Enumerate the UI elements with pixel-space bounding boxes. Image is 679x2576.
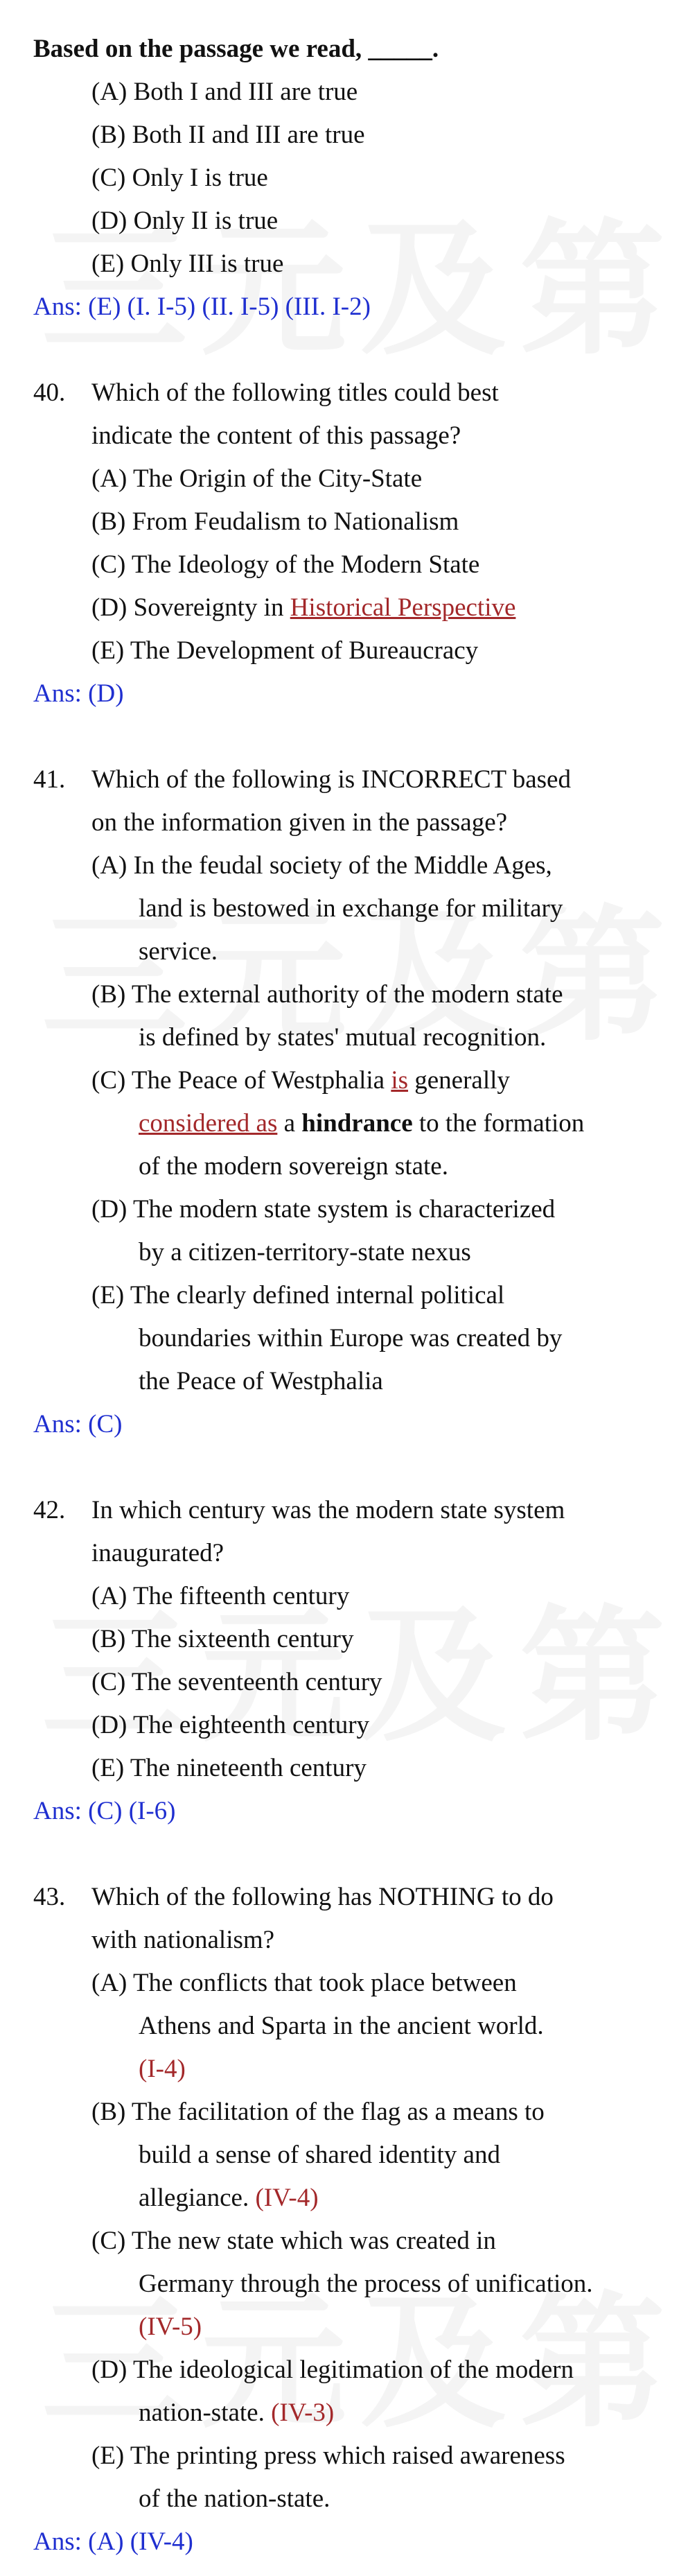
option-c: (C) The new state which was created in	[91, 2227, 496, 2255]
answer-line: Ans: (E) (I. I-5) (II. I-5) (III. I-2)	[33, 293, 371, 321]
option-text: nation-state.	[139, 2399, 272, 2427]
option-d	[33, 586, 657, 629]
option-a-cont: Athens and Sparta in the ancient world.	[139, 2012, 544, 2040]
question-42	[33, 1489, 657, 1833]
option-d: (D) The eighteenth century	[91, 1711, 370, 1739]
option-b-cont: is defined by states' mutual recognition.	[139, 1023, 547, 1052]
reference-tag: (I-4)	[139, 2055, 186, 2083]
question-number: 41.	[33, 765, 66, 794]
question-stem: Based on the passage we read, _____.	[33, 35, 439, 63]
option-e: (E) The printing press which raised awareness	[91, 2442, 565, 2470]
question-stem	[33, 1876, 657, 1919]
option-a-cont: land is bestowed in exchange for military	[139, 894, 563, 923]
option-e: (E) The Development of Bureaucracy	[91, 636, 479, 665]
reference-tag: (IV-4)	[255, 2184, 319, 2212]
option-c: (C) The Ideology of the Modern State	[91, 550, 480, 579]
option-e-cont: the Peace of Westphalia	[139, 1367, 383, 1395]
option-e: (E) The clearly defined internal political	[91, 1281, 505, 1309]
option-b: (B) From Feudalism to Nationalism	[91, 507, 459, 536]
option-text: (D) Sovereignty in	[91, 593, 290, 622]
highlighted-phrase: Historical Perspective	[290, 593, 516, 622]
option-a-cont: service.	[139, 937, 218, 966]
option-a: (A) In the feudal society of the Middle Ages,	[91, 851, 552, 880]
reference-tag: (IV-5)	[139, 2313, 202, 2341]
answer-line: Ans: (D)	[33, 679, 124, 708]
option-b-cont: build a sense of shared identity and	[139, 2141, 500, 2169]
option-d: (D) Only II is true	[91, 207, 279, 235]
answer-line: Ans: (C) (I-6)	[33, 1797, 176, 1825]
option-text: to the formation	[412, 1109, 585, 1138]
option-e-cont: boundaries within Europe was created by	[139, 1324, 563, 1352]
answer-line: Ans: (A) (IV-4)	[33, 2527, 193, 2556]
stem-text: Which of the following has NOTHING to do	[91, 1883, 554, 1911]
question-number: 43.	[33, 1883, 66, 1911]
option-e: (E) The nineteenth century	[91, 1754, 367, 1782]
option-text: a	[277, 1109, 302, 1138]
option-a: (A) Both I and III are true	[91, 78, 358, 106]
highlighted-word: is	[391, 1066, 408, 1095]
question-40	[33, 372, 657, 715]
option-b: (B) The sixteenth century	[91, 1625, 354, 1653]
option-a: (A) The fifteenth century	[91, 1582, 350, 1610]
bold-keyword: hindrance	[301, 1109, 413, 1138]
reference-tag: (IV-3)	[271, 2399, 335, 2427]
option-c-cont	[33, 1102, 657, 1145]
document-body	[33, 28, 657, 2564]
option-c: (C) The seventeenth century	[91, 1668, 382, 1696]
option-d-cont: by a citizen-territory-state nexus	[139, 1238, 471, 1267]
option-text: generally	[408, 1066, 510, 1095]
question-stem	[33, 1489, 657, 1532]
option-e: (E) Only III is true	[91, 250, 284, 278]
question-stem	[33, 372, 657, 415]
stem-text: with nationalism?	[91, 1926, 275, 1954]
option-c: (C) Only I is true	[91, 164, 268, 192]
question-43	[33, 1876, 657, 2564]
option-a: (A) The Origin of the City-State	[91, 464, 423, 493]
question-number: 40.	[33, 378, 66, 407]
option-e-cont: of the nation-state.	[139, 2484, 330, 2513]
option-text: (C) The Peace of Westphalia	[91, 1066, 391, 1095]
stem-text: In which century was the modern state system	[91, 1496, 565, 1524]
option-b: (B) Both II and III are true	[91, 121, 365, 149]
stem-text: on the information given in the passage?	[91, 808, 508, 837]
option-b-cont	[33, 2177, 657, 2220]
answer-line: Ans: (C)	[33, 1410, 123, 1438]
option-d: (D) The modern state system is characterized	[91, 1195, 556, 1224]
option-d-cont	[33, 2392, 657, 2435]
stem-text: Which of the following is INCORRECT based	[91, 765, 571, 794]
option-c-cont: of the modern sovereign state.	[139, 1152, 448, 1181]
option-c	[33, 1059, 657, 1102]
question-39	[33, 28, 657, 329]
stem-text: indicate the content of this passage?	[91, 421, 461, 450]
stem-text: inaugurated?	[91, 1539, 224, 1567]
option-c-cont: Germany through the process of unification.	[139, 2270, 593, 2298]
option-a: (A) The conflicts that took place between	[91, 1969, 517, 1997]
option-text: allegiance.	[139, 2184, 256, 2212]
option-b: (B) The external authority of the modern state	[91, 980, 563, 1009]
stem-text: Which of the following titles could best	[91, 378, 499, 407]
question-number: 42.	[33, 1496, 66, 1524]
option-b: (B) The facilitation of the flag as a means to	[91, 2098, 545, 2126]
highlighted-phrase: considered as	[139, 1109, 278, 1138]
option-d: (D) The ideological legitimation of the modern	[91, 2356, 574, 2384]
question-41	[33, 758, 657, 1446]
question-stem	[33, 758, 657, 801]
